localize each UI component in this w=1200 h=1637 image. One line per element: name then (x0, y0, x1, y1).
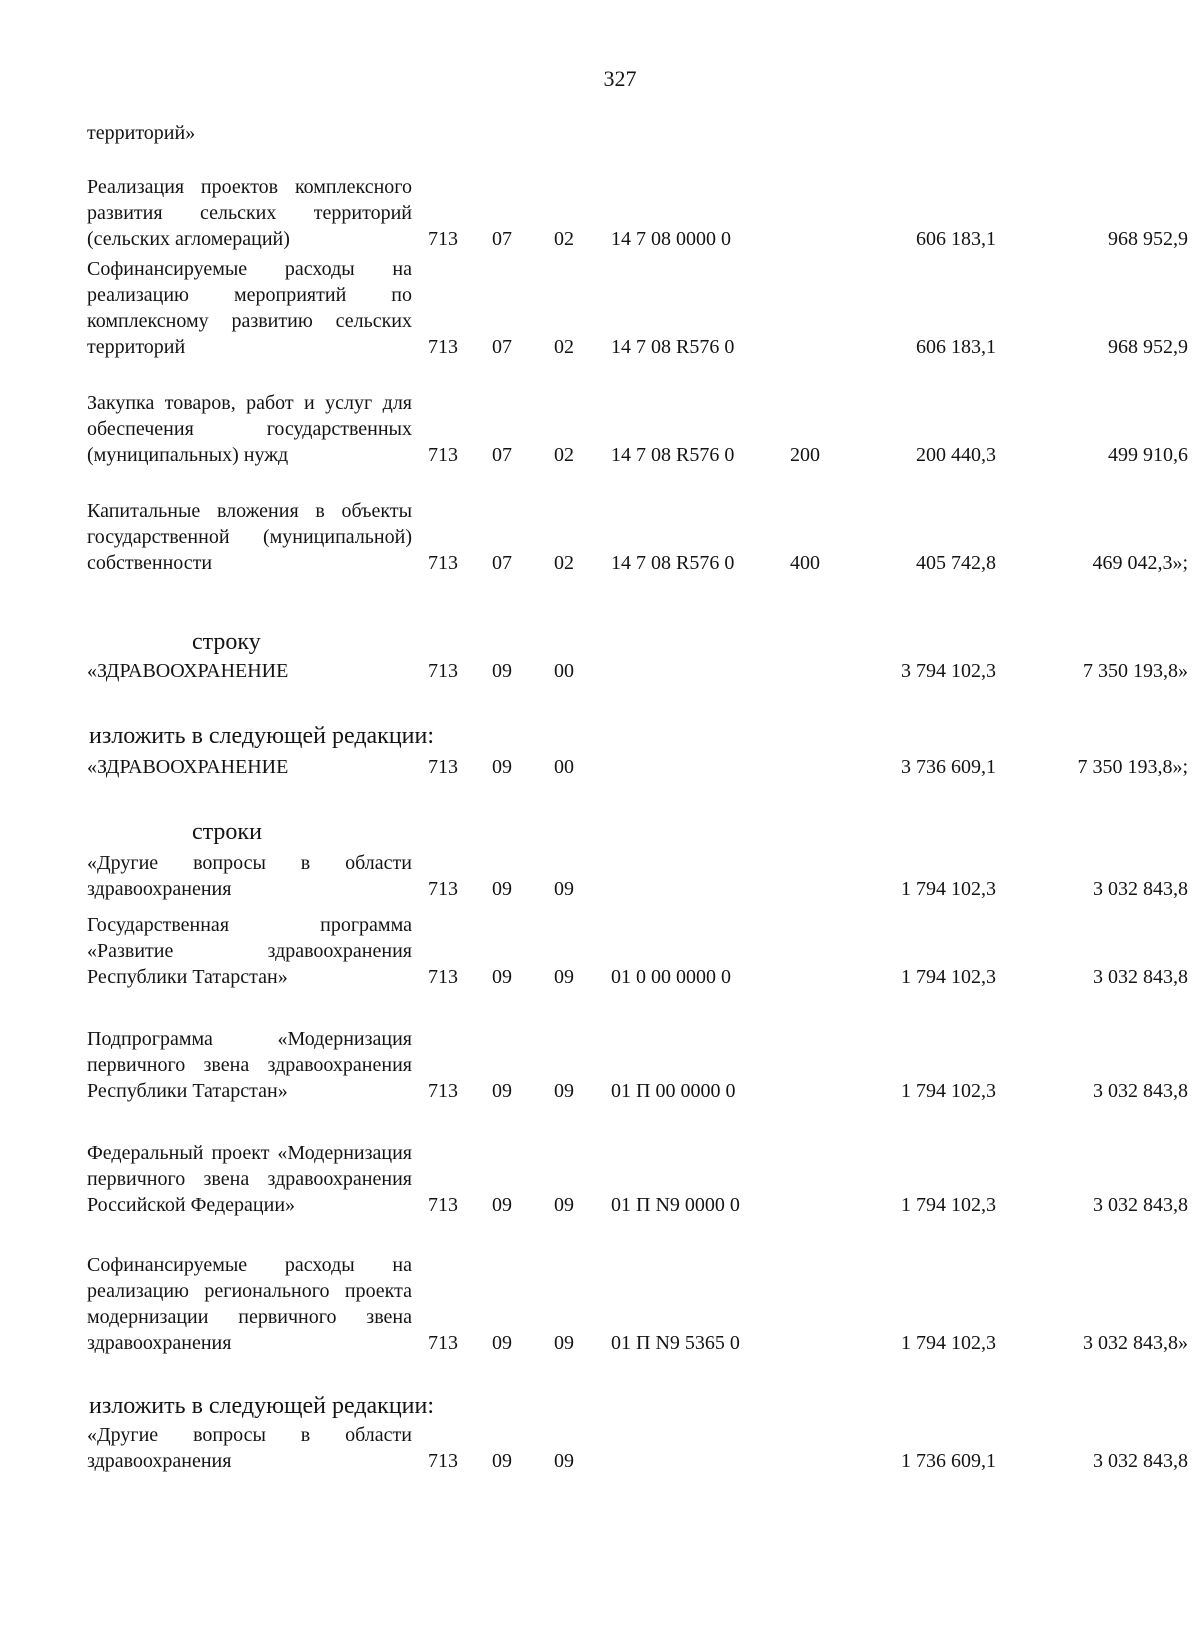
row-subsection-code: 00 (554, 756, 574, 778)
row-admin-code: 713 (428, 660, 458, 682)
row-subsection-code: 09 (554, 966, 574, 988)
row-sum-second: 968 952,9 (1108, 228, 1188, 250)
row-subsection-code: 02 (554, 228, 574, 250)
amendment-instruction: строку (192, 629, 261, 655)
row-sum-second: 3 032 843,8 (1093, 1450, 1188, 1472)
table-row (0, 750, 1200, 780)
row-sum-first: 1 794 102,3 (901, 966, 996, 988)
row-admin-code: 713 (428, 1450, 458, 1472)
row-target-article: 01 0 00 0000 0 (611, 966, 731, 988)
row-name: «Другие вопросы в области здравоохранения (87, 852, 412, 900)
row-section-code: 09 (492, 966, 512, 988)
row-subsection-code: 09 (554, 1080, 574, 1102)
row-sum-first: 3 794 102,3 (901, 660, 996, 682)
row-target-article: 14 7 08 R576 0 (611, 552, 735, 574)
row-sum-first: 606 183,1 (916, 336, 996, 358)
row-name: Софинансируемые расходы на реализацию регионального проекта модернизации первичного звена здравоохранения (87, 1254, 412, 1354)
row-target-article: 14 7 08 0000 0 (611, 228, 731, 250)
row-sum-first: 405 742,8 (916, 552, 996, 574)
row-sum-second: 7 350 193,8» (1083, 660, 1188, 682)
row-sum-first: 200 440,3 (916, 444, 996, 466)
row-name: Государственная программа «Развитие здравоохранения Республики Татарстан» (87, 914, 412, 988)
table-row (0, 472, 1200, 576)
table-row (0, 996, 1200, 1104)
row-sum-second: 7 350 193,8»; (1077, 756, 1188, 778)
row-target-article: 14 7 08 R576 0 (611, 444, 735, 466)
row-sum-first: 1 794 102,3 (901, 878, 996, 900)
table-row (0, 846, 1200, 902)
row-subsection-code: 02 (554, 444, 574, 466)
row-admin-code: 713 (428, 228, 458, 250)
row-subsection-code: 09 (554, 1194, 574, 1216)
row-admin-code: 713 (428, 756, 458, 778)
row-admin-code: 713 (428, 878, 458, 900)
row-sum-second: 3 032 843,8 (1093, 966, 1188, 988)
row-subsection-code: 09 (554, 878, 574, 900)
table-row (0, 1110, 1200, 1218)
amendment-instruction: изложить в следующей редакции: (89, 723, 435, 749)
row-sum-second: 3 032 843,8 (1093, 878, 1188, 900)
page-number: 327 (603, 66, 637, 91)
row-sum-first: 606 183,1 (916, 228, 996, 250)
row-subsection-code: 02 (554, 552, 574, 574)
row-name: «Другие вопросы в области здравоохранения (87, 1424, 412, 1472)
row-section-code: 09 (492, 1450, 512, 1472)
row-subsection-code: 00 (554, 660, 574, 682)
row-section-code: 09 (492, 660, 512, 682)
row-admin-code: 713 (428, 1194, 458, 1216)
row-sum-second: 3 032 843,8 (1093, 1080, 1188, 1102)
row-sum-second: 469 042,3»; (1092, 552, 1188, 574)
row-admin-code: 713 (428, 444, 458, 466)
row-subsection-code: 09 (554, 1332, 574, 1354)
row-section-code: 09 (492, 756, 512, 778)
table-row (0, 116, 1200, 146)
table-row (0, 148, 1200, 252)
row-section-code: 07 (492, 336, 512, 358)
row-target-article: 01 П N9 5365 0 (611, 1332, 740, 1354)
amendment-instruction: строки (192, 819, 262, 845)
row-target-article: 01 П N9 0000 0 (611, 1194, 740, 1216)
row-name: Федеральный проект «Модернизация первичного звена здравоохранения Российской Федерации» (87, 1142, 412, 1216)
row-sum-first: 1 794 102,3 (901, 1080, 996, 1102)
row-section-code: 07 (492, 552, 512, 574)
row-sum-second: 3 032 843,8 (1093, 1194, 1188, 1216)
row-section-code: 09 (492, 1080, 512, 1102)
table-row (0, 910, 1200, 990)
table-row (0, 1222, 1200, 1356)
row-name: «ЗДРАВООХРАНЕНИЕ (87, 660, 289, 682)
row-target-article: 01 П 00 0000 0 (611, 1080, 736, 1102)
row-sum-first: 1 794 102,3 (901, 1332, 996, 1354)
row-section-code: 07 (492, 444, 512, 466)
row-name: Реализация проектов комплексного развития сельских территорий (сельских агломераций) (87, 176, 412, 250)
amendment-instruction: изложить в следующей редакции: (89, 1393, 435, 1419)
row-admin-code: 713 (428, 966, 458, 988)
row-section-code: 09 (492, 1332, 512, 1354)
row-section-code: 07 (492, 228, 512, 250)
row-target-article: 14 7 08 R576 0 (611, 336, 735, 358)
row-admin-code: 713 (428, 1332, 458, 1354)
row-sum-first: 3 736 609,1 (901, 756, 996, 778)
row-name: Подпрограмма «Модернизация первичного звена здравоохранения Республики Татарстан» (87, 1028, 412, 1102)
row-expense-type: 200 (790, 444, 820, 466)
row-admin-code: 713 (428, 552, 458, 574)
row-sum-second: 499 910,6 (1108, 444, 1188, 466)
table-row (0, 1418, 1200, 1474)
row-name: Закупка товаров, работ и услуг для обеспечения государственных (муниципальных) нужд (87, 392, 412, 466)
table-row (0, 654, 1200, 684)
row-subsection-code: 02 (554, 336, 574, 358)
row-name: «ЗДРАВООХРАНЕНИЕ (87, 756, 289, 778)
row-name: территорий» (87, 122, 196, 144)
row-section-code: 09 (492, 1194, 512, 1216)
row-sum-second: 968 952,9 (1108, 336, 1188, 358)
row-admin-code: 713 (428, 336, 458, 358)
row-sum-second: 3 032 843,8» (1083, 1332, 1188, 1354)
row-sum-first: 1 794 102,3 (901, 1194, 996, 1216)
row-expense-type: 400 (790, 552, 820, 574)
row-section-code: 09 (492, 878, 512, 900)
row-admin-code: 713 (428, 1080, 458, 1102)
table-row (0, 364, 1200, 468)
row-sum-first: 1 736 609,1 (901, 1450, 996, 1472)
row-name: Софинансируемые расходы на реализацию мероприятий по комплексному развитию сельских территорий (87, 258, 412, 358)
row-name: Капитальные вложения в объекты государственной (муниципальной) собственности (87, 500, 412, 574)
row-subsection-code: 09 (554, 1450, 574, 1472)
table-row (0, 256, 1200, 360)
